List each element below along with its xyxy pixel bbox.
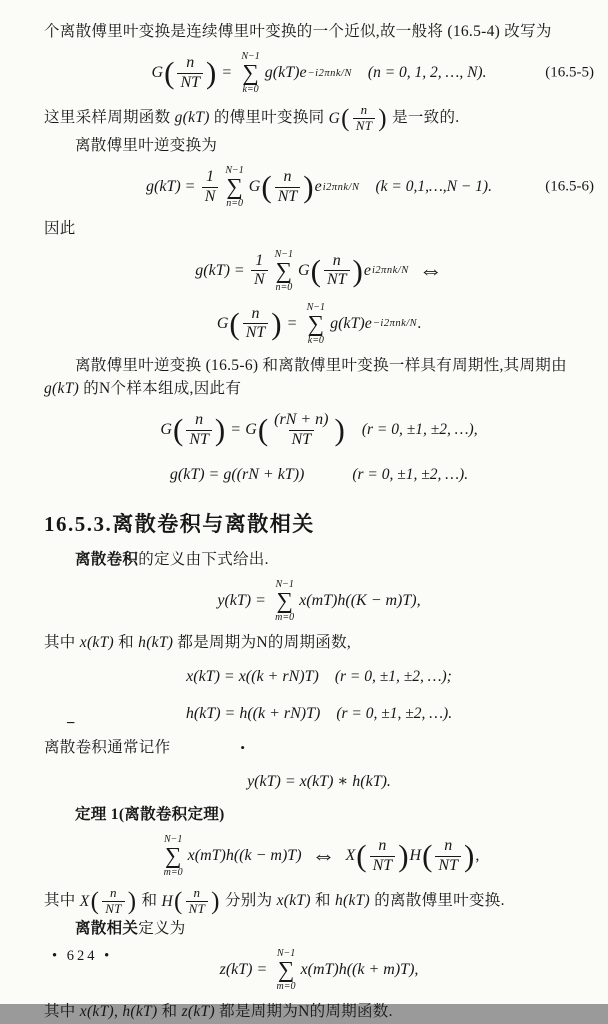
fraction-denominator: NT <box>186 430 212 449</box>
equation-body: G ( $\frac{n}{NT}$ ) = N−1 ∑ k=0 g(kT)e −i2πnk/N . <box>216 301 422 346</box>
sum-lower-limit: m=0 <box>163 867 183 879</box>
bold-lead: 离散相关 <box>75 920 139 937</box>
equation-body <box>186 668 452 686</box>
sigma-symbol: ∑ <box>226 174 243 200</box>
fraction-n-over-NT <box>102 886 125 917</box>
fraction-n-over-NT <box>353 103 376 134</box>
math-e: e <box>363 261 371 279</box>
math-G: G <box>216 314 229 332</box>
fraction-1-over-N <box>202 168 219 206</box>
equation-body: G ( $\frac{n}{NT}$ ) = N−1 ∑ k=0 g(kT)e −i2πnk/N (n = 0, 1, 2, …, N). <box>151 51 487 96</box>
equation-body: N−1 ∑ m=0 x(mT)h((k − m)T) ⇔ X ( $\frac{n}{NT}$ ) H ( $\frac{n}{NT}$ ) , <box>163 834 480 879</box>
math-G: G <box>298 261 310 279</box>
text-segment: 的定义由下式给出. <box>138 551 269 569</box>
fraction-numerator: n <box>195 411 204 429</box>
summation <box>241 51 259 95</box>
sum-lower-limit: k=0 <box>307 334 324 346</box>
condition: (r = 0, ±1, ±2, …), <box>361 421 478 439</box>
math-term: x(kT) = x((k + rN)T) <box>186 667 319 685</box>
text-segment: 因此 <box>44 220 76 238</box>
text-segment: 和 <box>137 892 162 910</box>
math-term: y(kT) = x(kT) ∗ h(kT). <box>247 772 391 790</box>
comma: , <box>475 847 480 865</box>
equation-g-periodicity <box>44 460 594 490</box>
sum-lower-limit: k=0 <box>242 84 259 96</box>
fraction-numerator: (rN + n) <box>274 411 329 429</box>
summation <box>277 948 296 992</box>
para-convolution-def <box>44 548 594 571</box>
math-xkT: x(kT) <box>79 1003 114 1021</box>
equation-G-periodicity <box>44 407 594 453</box>
summation <box>307 302 325 346</box>
summation <box>225 165 243 209</box>
equation-number: (16.5-6) <box>545 178 594 195</box>
fraction-numerator: n <box>251 304 260 322</box>
math-hkT: h(kT) <box>122 1003 158 1021</box>
para-periodic-functions <box>44 631 594 654</box>
condition: (r = 0, ±1, ±2, …); <box>334 667 452 685</box>
summation <box>164 834 183 878</box>
sum-upper-limit: N−1 <box>163 834 183 846</box>
theorem-title: 定理 1(离散卷积定理) <box>75 805 225 823</box>
fraction-n-over-NT <box>275 168 301 206</box>
math-G: G <box>160 421 172 439</box>
sum-lower-limit: n=0 <box>275 281 293 293</box>
para-intro-text: 个离散傅里叶变换是连续傅里叶变换的一个近似,故一般将 (16.5-4) 改写为 <box>44 23 552 40</box>
equation-body <box>186 705 452 723</box>
equation-dft-pair-forward <box>44 301 594 347</box>
exponent: −i2πnk/N <box>307 67 352 79</box>
fraction-denominator: NT <box>275 187 301 206</box>
exponent: i2πnk/N <box>371 265 409 277</box>
sum-upper-limit: N−1 <box>306 301 326 313</box>
equation-body <box>247 771 391 791</box>
condition: (r = 0, ±1, ±2, …). <box>352 466 469 484</box>
bold-lead: 离散卷积 <box>75 551 139 569</box>
sigma-symbol: ∑ <box>242 60 259 86</box>
equals-sign: = <box>256 592 266 610</box>
para-correlation-def <box>44 917 594 940</box>
equation-dft-pair-inverse <box>44 248 594 294</box>
period: . <box>417 314 422 332</box>
fraction-denominator: NT <box>353 118 376 134</box>
equation-number: (16.5-5) <box>545 64 594 81</box>
section-heading <box>44 508 594 538</box>
text-segment: 其中 <box>44 1003 80 1021</box>
exponent: −i2πnk/N <box>372 318 418 330</box>
page-number-text: • 624 • <box>52 948 113 964</box>
math-term: g(kT)e <box>330 314 372 332</box>
section-heading-text: 16.5.3.离散卷积与离散相关 <box>44 512 315 537</box>
para-periodicity-2 <box>44 377 594 400</box>
sigma-symbol: ∑ <box>307 310 325 336</box>
equation-x-periodicity <box>44 662 594 692</box>
sum-lower-limit: n=0 <box>226 198 243 210</box>
sum-upper-limit: N−1 <box>275 579 294 591</box>
fraction-n-over-NT <box>370 837 396 875</box>
text-segment: 是一致的. <box>387 109 460 127</box>
fraction-denominator: NT <box>102 901 125 917</box>
para-periodicity-1 <box>44 354 594 377</box>
text-segment: 其中 <box>44 892 80 910</box>
math-G: G <box>248 178 261 196</box>
para-intro <box>44 20 594 43</box>
equals-sign: = <box>234 261 244 279</box>
equation-convolution-notation <box>44 766 594 796</box>
fraction-numerator: n <box>332 251 341 269</box>
equation-16-5-6 <box>44 164 594 210</box>
text-segment: 离散傅里叶逆变换 (16.5-6) 和离散傅里叶变换一样具有周期性,其周期由 <box>75 356 567 374</box>
equation-convolution-theorem <box>44 833 594 879</box>
equation-body: G ( $\frac{n}{NT}$ ) = G ( $\frac{(rN + n)}{NT}$ ) (r = 0, ±1, ±2, …), <box>160 411 478 448</box>
sigma-symbol: ∑ <box>164 843 182 869</box>
math-term: x(mT)h((k + m)T), <box>300 961 419 979</box>
fraction-denominator: NT <box>370 856 396 875</box>
fraction-n-over-NT <box>177 54 203 92</box>
para-inverse-dft <box>44 134 594 157</box>
stray-margin-dash: − <box>66 714 76 732</box>
math-e: e <box>314 178 322 196</box>
math-zkT: z(kT) <box>181 1003 215 1021</box>
math-lhs: y(kT) <box>217 592 252 610</box>
fraction-numerator: n <box>283 168 292 186</box>
fraction-denominator: NT <box>435 856 461 875</box>
para-sampling-note <box>44 103 594 134</box>
math-term: x(mT)h((K − m)T), <box>299 592 421 610</box>
equals-sign: = <box>257 961 267 979</box>
summation <box>275 579 294 623</box>
condition: (r = 0, ±1, ±2, …). <box>336 704 453 722</box>
para-theorem-explanation <box>44 886 594 917</box>
math-lhs: g(kT) <box>195 261 230 279</box>
text-segment: 和 <box>310 892 335 910</box>
para-convolution-notation <box>44 736 594 759</box>
fraction-numerator: 1 <box>206 168 215 186</box>
fraction-1-over-N <box>251 252 268 290</box>
fraction-n-over-NT <box>435 837 461 875</box>
summation <box>275 249 293 293</box>
equation-body <box>217 579 420 623</box>
math-H: H <box>409 847 422 865</box>
sigma-symbol: ∑ <box>275 257 293 283</box>
sum-upper-limit: N−1 <box>274 248 294 260</box>
equals-sign: = <box>231 421 241 439</box>
fraction-denominator: NT <box>289 430 315 449</box>
math-xkT: x(kT) <box>79 634 114 652</box>
equation-body: g(kT) = $\frac{1}{N}$ N−1 ∑ n=0 G ( $\frac{n}{NT}$ ) e i2πnk/N ⇔ <box>195 248 443 293</box>
math-X: X <box>345 847 356 865</box>
para-theorem-1 <box>44 803 594 826</box>
equals-sign: = <box>287 314 297 332</box>
para-therefore <box>44 217 594 240</box>
equation-h-periodicity <box>44 699 594 732</box>
equation-correlation-definition <box>44 947 594 993</box>
fraction-denominator: NT <box>186 901 209 917</box>
equation-16-5-5 <box>44 50 594 96</box>
sigma-symbol: ∑ <box>276 588 293 614</box>
text-segment: 分别为 <box>220 892 277 910</box>
text-segment: 都是周期为N的周期函数. <box>214 1003 393 1021</box>
math-G: G <box>245 421 257 439</box>
fraction-numerator: n <box>360 102 368 118</box>
text-segment: 这里采样周期函数 <box>44 109 175 127</box>
fraction-numerator: n <box>186 54 195 72</box>
text-segment: 离散卷积通常记作 <box>44 738 171 756</box>
fraction-denominator: NT <box>324 270 350 289</box>
math-gkT: g(kT) <box>174 109 210 127</box>
equation-body <box>220 948 419 992</box>
fraction-numerator: n <box>378 837 387 855</box>
equation-body: g(kT) = $\frac{1}{N}$ N−1 ∑ n=0 G ( $\frac{n}{NT}$ ) e i2πnk/N (k = 0,1,…,N − 1). <box>146 165 492 210</box>
text-segment: 的离散傅里叶变换. <box>370 892 505 910</box>
fraction-denominator: N <box>202 187 219 206</box>
math-G: G <box>151 64 164 82</box>
para-correlation-note <box>44 1000 594 1023</box>
math-X: X <box>79 892 90 910</box>
stray-ink-dot: • <box>240 739 246 755</box>
fraction-n-over-NT <box>243 305 269 343</box>
math-term: g(kT)e <box>264 64 307 82</box>
math-lhs: g(kT) <box>146 178 181 196</box>
equals-sign: = <box>185 178 195 196</box>
math-hkT: h(kT) <box>334 892 371 910</box>
text-segment: 定义为 <box>138 920 186 937</box>
fraction-denominator: NT <box>243 323 269 342</box>
text-segment: 离散傅里叶逆变换为 <box>75 137 218 155</box>
math-gkT: g(kT) <box>44 379 80 397</box>
page-number <box>52 948 112 965</box>
exponent: i2πnk/N <box>322 181 360 193</box>
sum-upper-limit: N−1 <box>276 948 296 960</box>
text-segment: 的傅里叶变换同 <box>209 109 329 127</box>
sum-lower-limit: m=0 <box>275 612 295 624</box>
sum-lower-limit: m=0 <box>276 981 296 993</box>
math-hkT: h(kT) <box>138 634 174 652</box>
math-lhs: z(kT) <box>219 961 253 979</box>
math-term: x(mT)h((k − m)T) <box>187 847 302 865</box>
fraction-numerator: n <box>444 837 453 855</box>
fraction-denominator: NT <box>177 73 203 92</box>
text-segment: , <box>113 1003 123 1021</box>
fraction-n-over-NT <box>186 886 209 917</box>
text-segment: 其中 <box>44 634 80 652</box>
equation-convolution-definition <box>44 578 594 624</box>
fraction-numerator: 1 <box>255 251 264 269</box>
fraction-n-over-NT <box>324 252 350 290</box>
fraction-rN-plus-n-over-NT <box>271 411 331 449</box>
sum-upper-limit: N−1 <box>241 51 260 63</box>
condition: (n = 0, 1, 2, …, N). <box>367 64 487 82</box>
text-segment: 和 <box>113 634 139 652</box>
math-G: G <box>328 110 341 128</box>
equation-body <box>170 466 468 484</box>
text-segment: 都是周期为N的周期函数, <box>173 634 352 652</box>
math-H: H <box>161 892 174 910</box>
inline-X-fraction: X ( $\frac{n}{NT}$ ) <box>79 885 137 917</box>
math-xkT: x(kT) <box>276 892 311 910</box>
sigma-symbol: ∑ <box>277 957 295 983</box>
fraction-denominator: N <box>251 270 268 289</box>
condition: (k = 0,1,…,N − 1). <box>375 178 492 196</box>
math-term: h(kT) = h((k + rN)T) <box>185 704 321 722</box>
math-term: g(kT) = g((rN + kT)) <box>169 466 305 484</box>
inline-G-fraction: G ( $\frac{n}{NT}$ ) <box>328 102 387 134</box>
fraction-numerator: n <box>110 885 117 901</box>
text-segment: 和 <box>157 1003 182 1021</box>
text-segment: 的N个样本组成,因此有 <box>79 379 242 397</box>
inline-H-fraction: H ( $\frac{n}{NT}$ ) <box>161 885 220 917</box>
fraction-n-over-NT <box>186 411 212 449</box>
equals-sign: = <box>222 64 232 82</box>
sum-upper-limit: N−1 <box>225 165 244 177</box>
fraction-numerator: n <box>193 885 201 901</box>
